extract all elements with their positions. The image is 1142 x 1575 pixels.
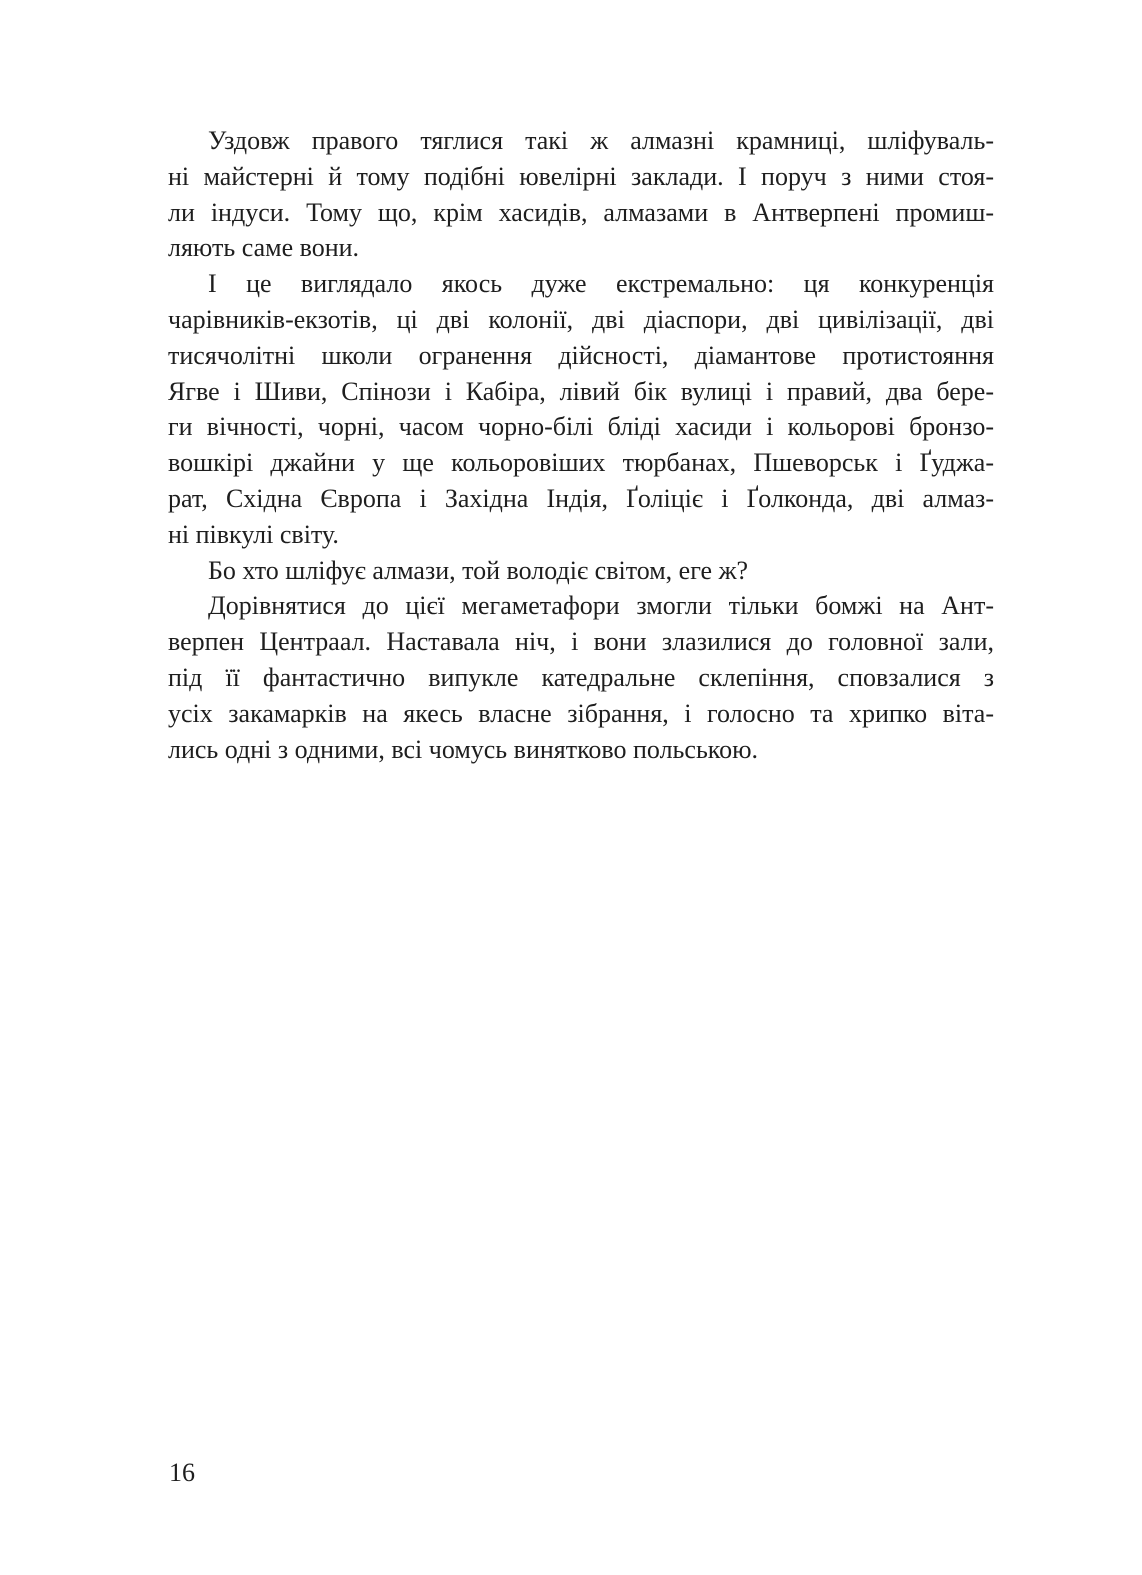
paragraph-4 xyxy=(168,588,994,767)
text-line: ги вічності, чорні, часом чорно-білі бліді хасиди і кольорові бронзо- xyxy=(168,412,994,442)
text-line: лись одні з одними, всі чомусь винятково польською. xyxy=(168,734,759,764)
paragraph-3 xyxy=(168,553,994,589)
paragraph-1 xyxy=(168,123,994,266)
text-line: ляють саме вони. xyxy=(168,233,360,263)
text-line: Бо хто шліфує алмази, той володіє світом, еге ж? xyxy=(208,555,749,585)
text-line: Уздовж правого тяглися такі ж алмазні крамниці, шліфуваль- xyxy=(208,126,994,155)
body-text xyxy=(168,123,994,767)
text-line: усіх закамарків на якесь власне зібрання, і голосно та хрипко віта- xyxy=(168,698,994,728)
text-line: ли індуси. Тому що, крім хасидів, алмазами в Антверпені промиш- xyxy=(168,197,994,227)
text-line: під її фантастично випукле катедральне склепіння, сповзалися з xyxy=(168,662,994,692)
text-line: вошкірі джайни у ще кольоровіших тюрбанах, Пшеворськ і Ґуджа- xyxy=(168,448,994,478)
text-line: ні півкулі світу. xyxy=(168,519,339,549)
text-line: ні майстерні й тому подібні ювелірні заклади. І поруч з ними стоя- xyxy=(168,161,994,191)
text-line: рат, Східна Європа і Західна Індія, Ґоліціє і Ґолконда, дві алмаз- xyxy=(168,483,994,513)
text-line: Ягве і Шиви, Спінози і Кабіра, лівий бік вулиці і правий, два бере- xyxy=(168,376,994,406)
text-line: тисячолітні школи огранення дійсності, діамантове протистояння xyxy=(168,340,994,370)
text-line: І це виглядало якось дуже екстремально: ця конкуренція xyxy=(208,269,994,299)
text-line: Дорівнятися до цієї мегаметафори змогли тільки бомжі на Ант- xyxy=(208,591,994,621)
page-number: 16 xyxy=(169,1458,195,1487)
text-line: чарівників-екзотів, ці дві колонії, дві діаспори, дві цивілізації, дві xyxy=(168,304,994,334)
text-line: верпен Центраал. Наставала ніч, і вони злазилися до головної зали, xyxy=(168,627,994,657)
paragraph-2 xyxy=(168,266,994,552)
